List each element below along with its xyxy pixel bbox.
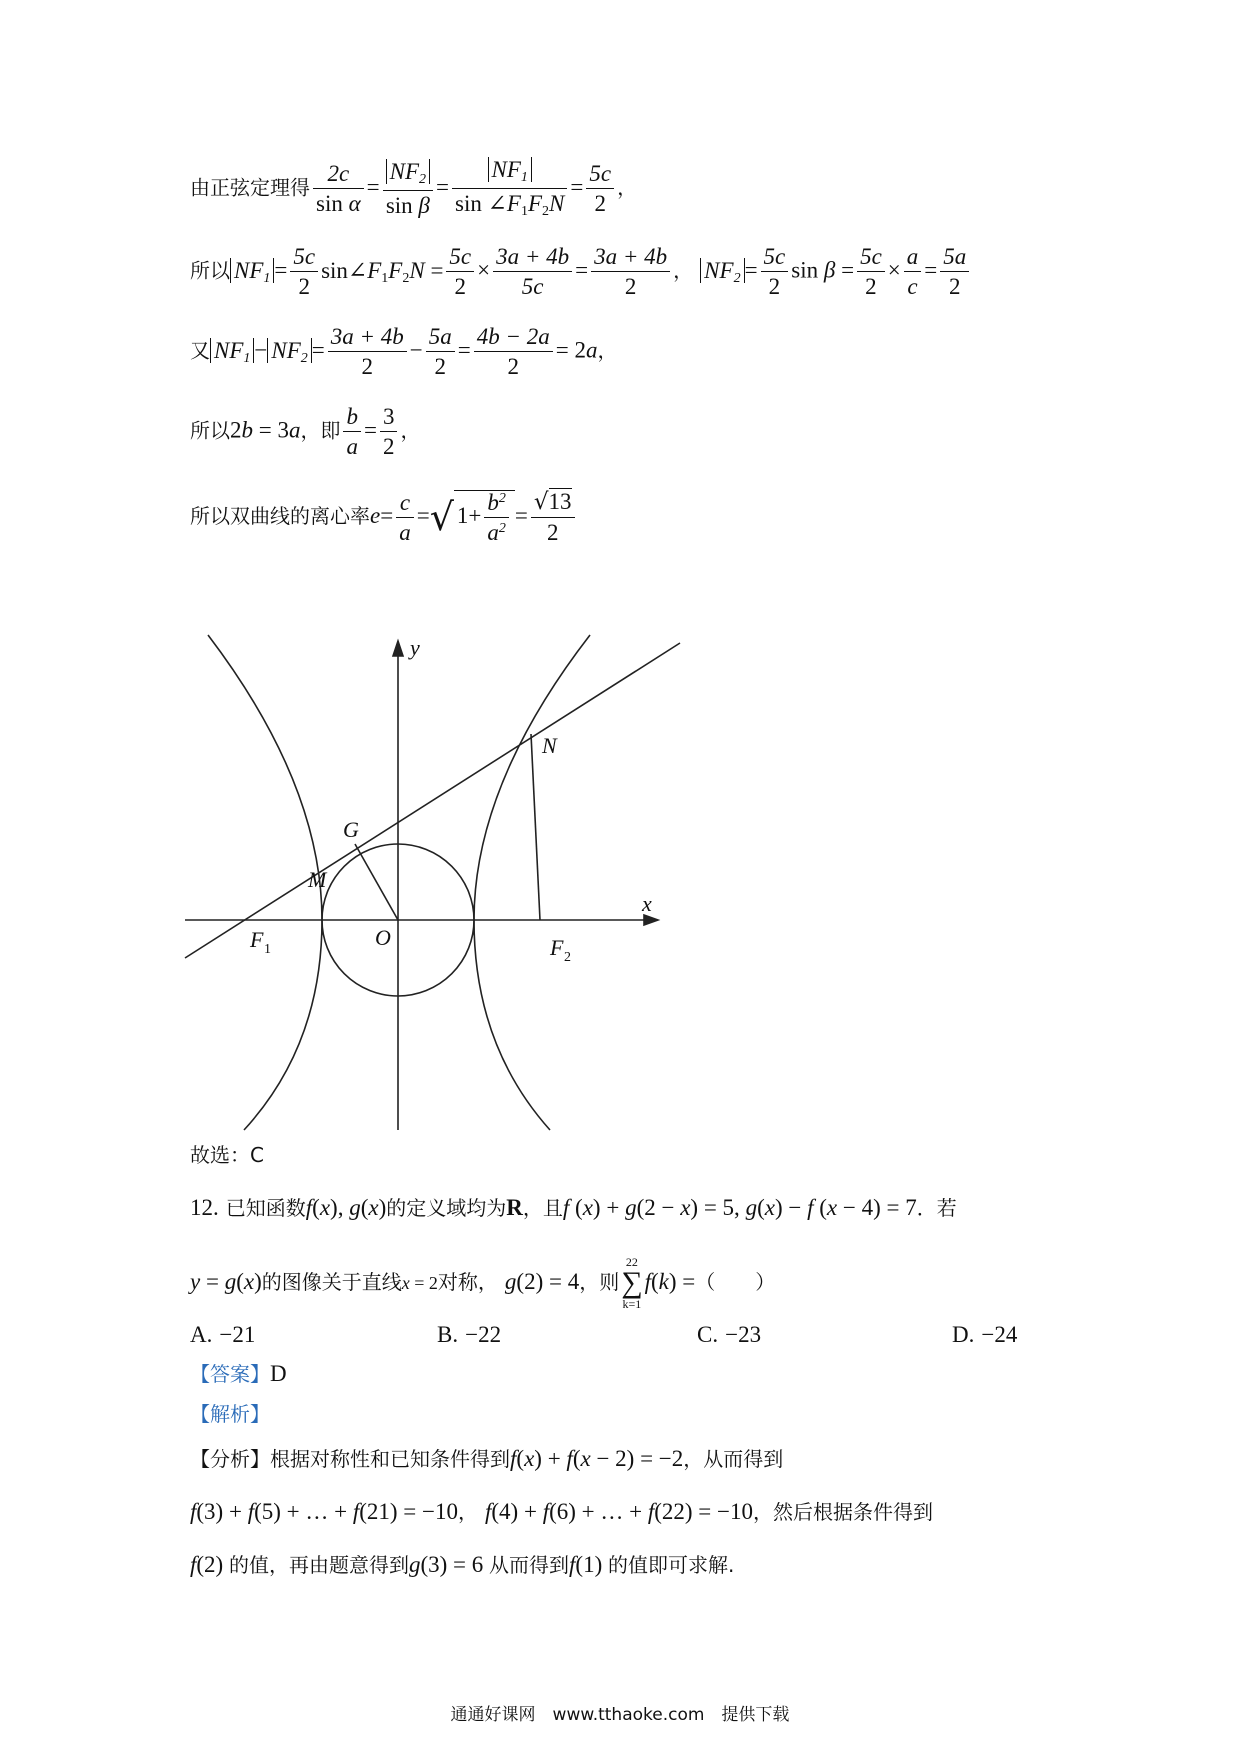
svg-text:1: 1 [264, 942, 271, 957]
nf1-line: 所以 $NF_1$ = $\frac{5c}{2}$ $\sin\angle F_1F_2N$ = $\frac{5c}{2}$ × $\frac{3a + 4b}{5c}$ = $\frac{3a + 4b}{2}$ ， $NF_2$ = $\frac{5c}{2}$ sin β = $\frac{5c}{2}$ × $\frac{a}{c}$ = $\frac{5a}{2}$ [190, 245, 972, 298]
analysis-label: 【分析】 [190, 1447, 270, 1471]
option-d[interactable]: D. −24 [952, 1322, 1018, 1347]
label-y: y [410, 635, 420, 660]
option-a[interactable]: A. −21 [190, 1322, 256, 1347]
eccentricity-line: 所以双曲线的离心率e= $\frac{c}{a}$ =√ 1+ $\frac{b^2}{a^2}$ = $\frac{√13}{2}$ [190, 490, 578, 544]
label-x: x [642, 891, 652, 916]
sine-law-prefix: 由正弦定理得 [190, 175, 310, 200]
formula-fraction: $\frac{2c}{\text{sin α}}$ [313, 162, 364, 215]
hyperbola-figure [180, 625, 700, 1145]
svg-text:2: 2 [564, 950, 571, 965]
question-12-line2: y = g(x)的图像关于直线x = 2对称， g(2) = 4，则 22 ∑ k=1 f(k) =（ ） [190, 1255, 776, 1311]
label-g: G [343, 817, 359, 842]
previous-answer: 故选：C [190, 1143, 264, 1167]
label-m: M [308, 867, 327, 892]
analysis-heading: 【解析】 [190, 1402, 270, 1426]
difference-line: 又 $NF_1 - NF_2$ = $\frac{3a + 4b}{2}$ − $\frac{5a}{2}$ = $\frac{4b - 2a}{2}$ = 2a， [190, 324, 618, 379]
label-f2: F [550, 935, 564, 960]
y-axis-arrow [393, 641, 403, 656]
question-12-line1: 12. 已知函数f(x), g(x)的定义域均为R，且f (x) + g(2 − x) = 5, g(x) − f (x − 4) = 7．若 [190, 1195, 957, 1220]
label-f1: F [250, 927, 264, 952]
footer: 通通好课网 www.tthaoke.com 提供下载 [450, 1705, 790, 1725]
hyperbola-right-branch [474, 635, 590, 1130]
analysis-line2: f(3) + f(5) + … + f(21) = −10， f(4) + f(6) + … + f(22) = −10，然后根据条件得到 [190, 1499, 933, 1524]
segment-nf2 [531, 734, 540, 920]
option-c[interactable]: C. −23 [697, 1322, 762, 1347]
tangent-line [185, 643, 680, 958]
label-n: N [542, 733, 557, 758]
question-number: 12. [190, 1195, 219, 1220]
answer-line [190, 1362, 287, 1386]
option-b[interactable]: B. −22 [437, 1322, 502, 1347]
analysis-line1: 【分析】根据对称性和已知条件得到f(x) + f(x − 2) = −2，从而得到 [190, 1446, 784, 1471]
summation: 22 ∑ k=1 [621, 1255, 643, 1311]
answer-value: D [270, 1361, 287, 1386]
x-axis-arrow [644, 915, 658, 925]
segment-og [355, 844, 398, 920]
label-o: O [375, 925, 391, 950]
analysis-line3: f(2) 的值，再由题意得到g(3) = 6 从而得到f(1) 的值即可求解. [190, 1552, 735, 1577]
ratio-line: 所以2b = 3a，即 $\frac{b}{a}$ = $\frac{3}{2}$ ， [190, 404, 421, 459]
sine-law-line: 由正弦定理得 $\frac{2c}{\text{sin α}}$ = $\frac{NF_2}{\text{sin β}}$ = $\frac{NF_1}{\sin \angle F_1F_2N}$ = $\frac{5c}{2}$ ， [190, 157, 638, 219]
answer-label: 【答案】 [190, 1362, 270, 1386]
